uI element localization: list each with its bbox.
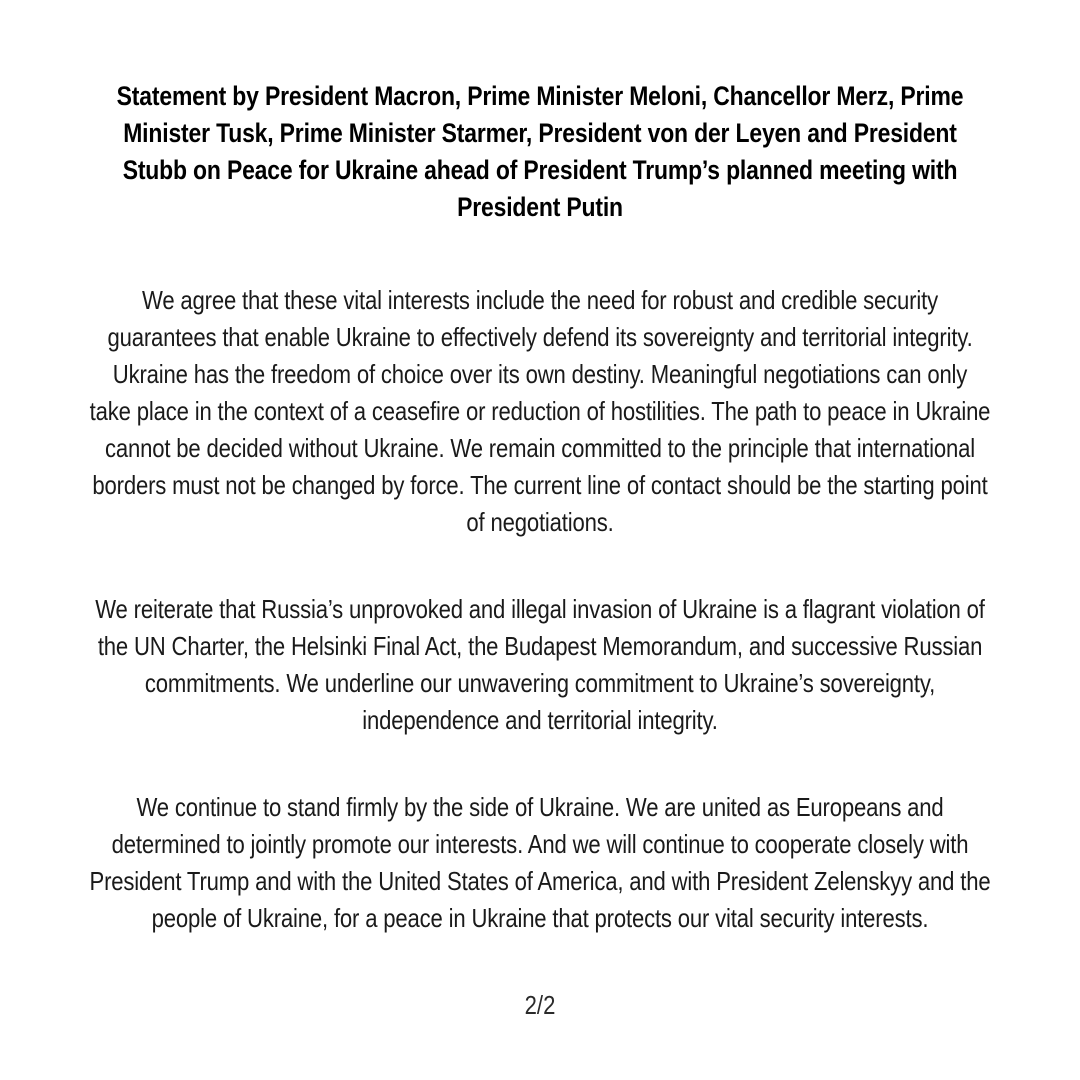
statement-content: [90, 0, 991, 1024]
statement-paragraph-2: We reiterate that Russia’s unprovoked and illegal invasion of Ukraine is a flagrant violation of the UN Charter, the Helsinki Final Act, the Budapest Memorandum, and successive Russian commitments. We underline our unwavering commitment to Ukraine’s sovereignty, independence and territorial integrity.: [95, 594, 985, 735]
statement-paragraph-3: We continue to stand firmly by the side of Ukraine. We are united as Europeans and determined to jointly promote our interests. And we will continue to cooperate closely with President Trump and with the United States of America, and with President Zelenskyy and the people of Ukraine, for a peace in Ukraine that protects our vital security interests.: [89, 792, 991, 933]
statement-paragraph-1: We agree that these vital interests include the need for robust and credible security guarantees that enable Ukraine to effectively defend its sovereignty and territorial integrity. Ukraine has the freedom of choice over its own destiny. Meaningful negotiations can only take place in the context of a ceasefire or reduction of hostilities. The path to peace in Ukraine cannot be decided without Ukraine. We remain committed to the principle that international borders must not be changed by force. The current line of contact should be the starting point of negotiations.: [89, 285, 991, 537]
statement-title: Statement by President Macron, Prime Minister Meloni, Chancellor Merz, Prime Minister Tusk, Prime Minister Starmer, President von der Leyen and President Stubb on Peace for Ukraine ahead of President Trump’s planned meeting with President Putin: [116, 81, 964, 222]
page-indicator: 2/2: [524, 990, 556, 1020]
